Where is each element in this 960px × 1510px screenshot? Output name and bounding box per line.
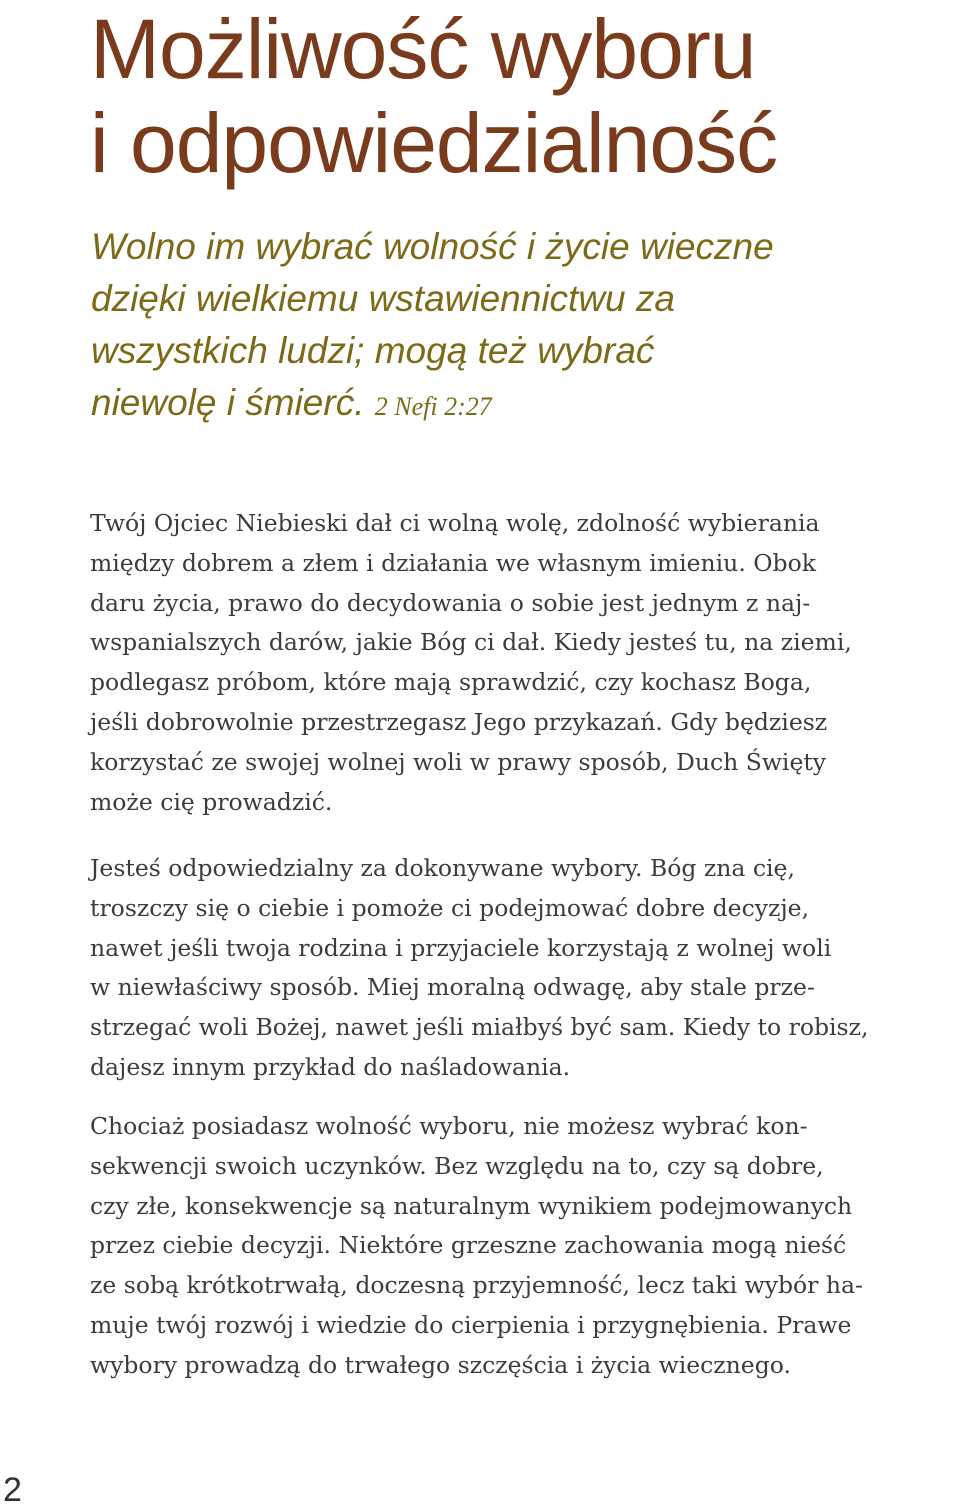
quote-line: niewolę i śmierć. [91,382,365,423]
text-line: korzystać ze swojej wolnej woli w prawy sposób, Duch Święty [90,747,827,776]
text-line: ze sobą krótkotrwałą, doczesną przyjemność, lecz taki wybór ha- [90,1271,863,1300]
text-line: muje twój rozwój i wiedzie do cierpienia i przygnębienia. Prawe [90,1310,852,1339]
text-line: Jesteś odpowiedzialny za dokonywane wybory. Bóg zna cię, [90,854,795,882]
page-title [90,2,950,190]
text-line: troszczy się o ciebie i pomoże ci podejmować dobre decyzje, [90,893,810,922]
page-number: 2 [3,1471,22,1509]
text-line: Chociaż posiadasz wolność wyboru, nie możesz wybrać kon- [90,1112,808,1140]
text-line: w niewłaściwy sposób. Miej moralną odwagę, aby stale prze- [90,973,815,1002]
paragraph-consequences [90,1107,950,1386]
paragraph-responsibility [90,849,950,1088]
quote-line: wszystkich ludzi; mogą też wybrać [91,330,655,371]
scripture-reference: 2 Nefi 2:27 [374,392,492,421]
quote-line: Wolno im wybrać wolność i życie wieczne [91,226,774,267]
paragraph-agency [90,504,950,822]
text-line: przez ciebie decyzji. Niektóre grzeszne zachowania mogą nieść [90,1231,847,1260]
text-line: wybory prowadzą do trwałego szczęścia i życia wiecznego. [90,1350,791,1379]
text-line: między dobrem a złem i działania we własnym imieniu. Obok [90,548,816,577]
title-line: i odpowiedzialność [90,96,778,190]
text-line: dajesz innym przykład do naśladowania. [90,1052,571,1081]
scripture-quote [91,221,951,433]
text-line: sekwencji swoich uczynków. Bez względu na to, czy są dobre, [90,1151,824,1180]
text-line: wspanialszych darów, jakie Bóg ci dał. Kiedy jesteś tu, na ziemi, [90,628,852,657]
quote-last-line [91,377,951,433]
text-line: daru życia, prawo do decydowania o sobie jest jednym z naj- [90,588,811,617]
text-line: podlegasz próbom, które mają sprawdzić, czy kochasz Boga, [90,668,812,697]
text-line: czy złe, konsekwencje są naturalnym wynikiem podejmowanych [90,1191,853,1220]
text-line: strzegać woli Bożej, nawet jeśli miałbyś być sam. Kiedy to robisz, [90,1013,869,1042]
text-line: jeśli dobrowolnie przestrzegasz Jego przykazań. Gdy będziesz [90,707,828,736]
text-line: nawet jeśli twoja rodzina i przyjaciele korzystają z wolnej woli [90,933,832,962]
title-line: Możliwość wyboru [90,2,756,96]
text-line: może cię prowadzić. [90,787,333,816]
quote-line: dzięki wielkiemu wstawiennictwu za [91,278,675,319]
text-line: Twój Ojciec Niebieski dał ci wolną wolę, zdolność wybierania [90,509,820,537]
